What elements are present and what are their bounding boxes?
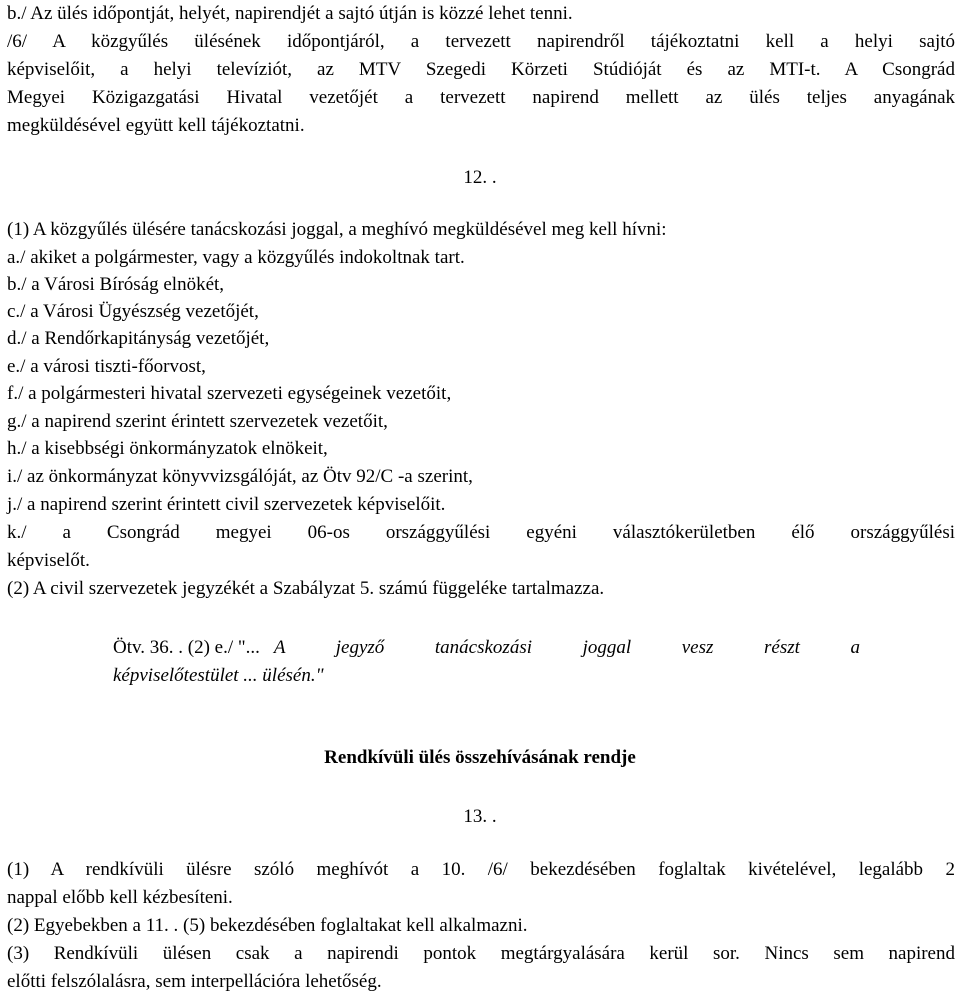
s12-item-b: b./ a Városi Bíróság elnökét, [7,274,225,295]
s12-item-g: g./ a napirend szerint érintett szervezetek vezetőit, [7,411,388,432]
s13-paragraph-2: (2) Egyebekben a 11. . (5) bekezdésében foglaltakat kell alkalmazni. [7,915,528,936]
otv-quote-line-1 [113,636,860,660]
otv-quote-italic: A jegyző tanácskozási joggal vesz részt a [273,637,860,658]
s13-paragraph-1-line-1: (1) A rendkívüli ülésre szóló meghívót a 10. /6/ bekezdésében foglaltak kivételével, legalább 2 [7,859,955,880]
s12-item-k-line-1: k./ a Csongrád megyei 06-os országgyűlési egyéni választókerületben élő országgyűlési [7,522,955,543]
s13-paragraph-3-line-2: előtti felszólalásra, sem interpellációra lehetőség. [7,971,382,992]
otv-quote-line-2: képviselőtestület ... ülésén." [113,665,324,686]
s12-item-d: d./ a Rendőrkapitányság vezetőjét, [7,328,270,349]
extraordinary-session-heading: Rendkívüli ülés összehívásának rendje [324,747,636,768]
intro-line: b./ Az ülés időpontját, helyét, napirendjét a sajtó útján is közzé lehet tenni. [7,3,573,24]
s12-item-a: a./ akiket a polgármester, vagy a közgyűlés indokoltnak tart. [7,247,465,268]
s12-item-c: c./ a Városi Ügyészség vezetőjét, [7,301,259,322]
para6-line-3: Megyei Közigazgatási Hivatal vezetőjét a tervezett napirend mellett az ülés teljes anyagának [7,87,955,108]
para6-line-2: képviselőit, a helyi televíziót, az MTV Szegedi Körzeti Stúdióját és az MTI-t. A Csongrád [7,59,955,80]
para6-line-4: megküldésével együtt kell tájékoztatni. [7,115,305,136]
otv-reference: Ötv. 36. . (2) e./ "... [113,637,260,658]
s12-item-h: h./ a kisebbségi önkormányzatok elnökeit, [7,438,328,459]
s12-item-e: e./ a városi tiszti-főorvost, [7,356,206,377]
s12-item-k-line-2: képviselőt. [7,550,90,571]
section-13-heading: 13. . [463,806,497,827]
s12-item-j: j./ a napirend szerint érintett civil szervezetek képviselőit. [7,494,446,515]
s13-paragraph-3-line-1: (3) Rendkívüli ülésen csak a napirendi pontok megtárgyalására kerül sor. Nincs sem napirend [7,943,955,964]
s12-item-f: f./ a polgármesteri hivatal szervezeti egységeinek vezetőit, [7,383,452,404]
s12-item-i: i./ az önkormányzat könyvvizsgálóját, az Ötv 92/C -a szerint, [7,466,473,487]
s12-paragraph-1: (1) A közgyűlés ülésére tanácskozási joggal, a meghívó megküldésével meg kell hívni: [7,219,667,240]
s13-paragraph-1-line-2: nappal előbb kell kézbesíteni. [7,887,233,908]
para6-line-1: /6/ A közgyűlés ülésének időpontjáról, a tervezett napirendről tájékoztatni kell a helyi sajtó [7,31,955,52]
s12-paragraph-2: (2) A civil szervezetek jegyzékét a Szabályzat 5. számú függeléke tartalmazza. [7,578,605,599]
section-12-heading: 12. . [463,167,497,188]
